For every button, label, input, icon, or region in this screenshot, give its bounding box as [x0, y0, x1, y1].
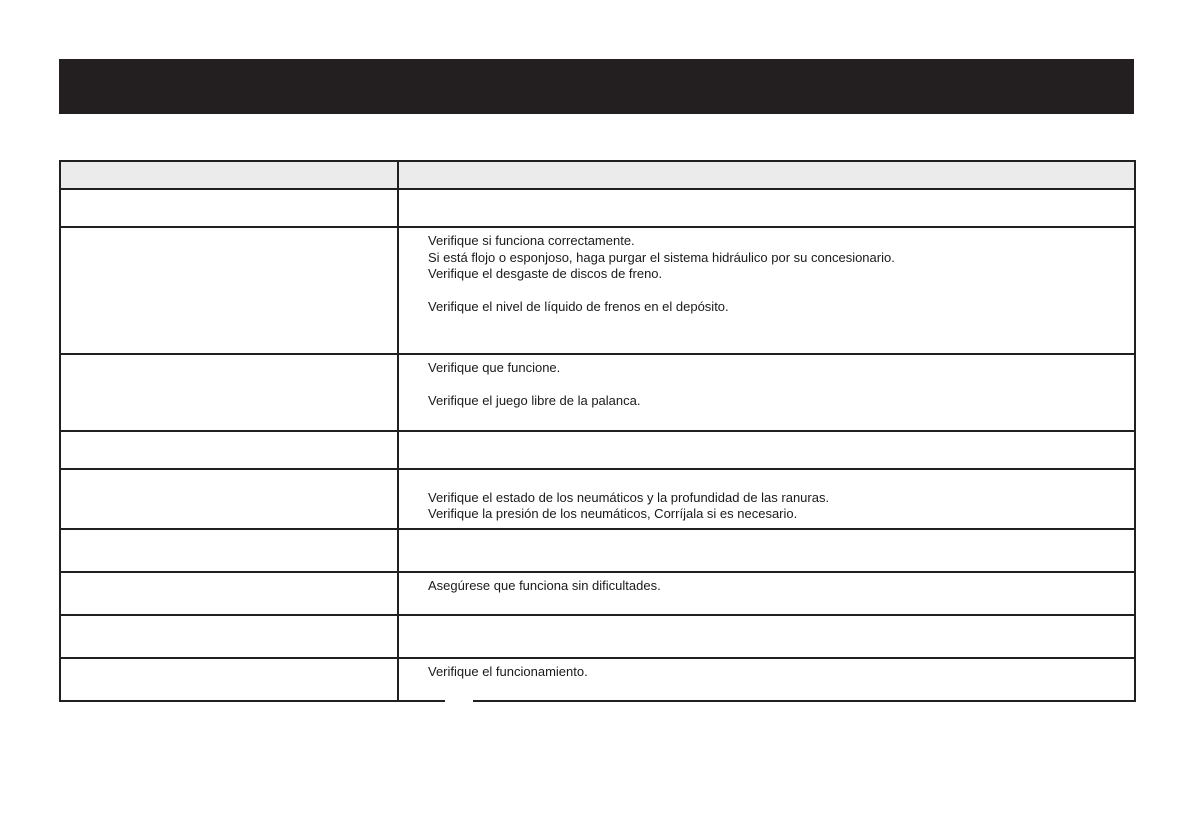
- check-cell: [398, 529, 1135, 572]
- table-row: [60, 354, 1135, 431]
- check-line: Verifique que funcione.: [428, 360, 561, 375]
- check-cell: [398, 189, 1135, 227]
- check-cell: [398, 469, 1135, 529]
- check-line: Verifique si funciona correctamente.: [428, 233, 635, 248]
- inspection-table: [59, 160, 1136, 702]
- check-cell: [398, 431, 1135, 469]
- table-row: [60, 469, 1135, 529]
- page-number-gap: [445, 700, 473, 702]
- check-line: Si está flojo o esponjoso, haga purgar el sistema hidráulico por su concesionario.: [428, 249, 895, 265]
- table-row: [60, 658, 1135, 701]
- check-line: Verifique el juego libre de la palanca.: [428, 393, 641, 408]
- item-cell: [60, 529, 398, 572]
- item-cell: [60, 189, 398, 227]
- check-cell: [398, 354, 1135, 431]
- table-header-row: [60, 161, 1135, 189]
- check-line: Verifique el funcionamiento.: [428, 664, 588, 679]
- table-row: [60, 431, 1135, 469]
- item-cell: [60, 354, 398, 431]
- table-row: [60, 615, 1135, 658]
- title-bar: [59, 59, 1134, 114]
- header-item-cell: [60, 161, 398, 189]
- check-line: Asegúrese que funciona sin dificultades.: [428, 578, 661, 593]
- check-line: Verifique la presión de los neumáticos, Corríjala si es necesario.: [428, 506, 798, 521]
- table-row: [60, 227, 1135, 354]
- check-cell: [398, 572, 1135, 615]
- item-cell: [60, 227, 398, 354]
- item-cell: [60, 469, 398, 529]
- table-row: [60, 189, 1135, 227]
- item-cell: [60, 615, 398, 658]
- check-cell: [398, 615, 1135, 658]
- item-cell: [60, 658, 398, 701]
- item-cell: [60, 572, 398, 615]
- check-line: Verifique el estado de los neumáticos y la profundidad de las ranuras.: [428, 489, 830, 505]
- check-cell: [398, 658, 1135, 701]
- table-row: [60, 529, 1135, 572]
- check-line: Verifique el desgaste de discos de freno.: [428, 266, 663, 281]
- check-line: Verifique el nivel de líquido de frenos en el depósito.: [428, 299, 729, 314]
- check-cell: [398, 227, 1135, 354]
- header-check-cell: [398, 161, 1135, 189]
- item-cell: [60, 431, 398, 469]
- table-row: [60, 572, 1135, 615]
